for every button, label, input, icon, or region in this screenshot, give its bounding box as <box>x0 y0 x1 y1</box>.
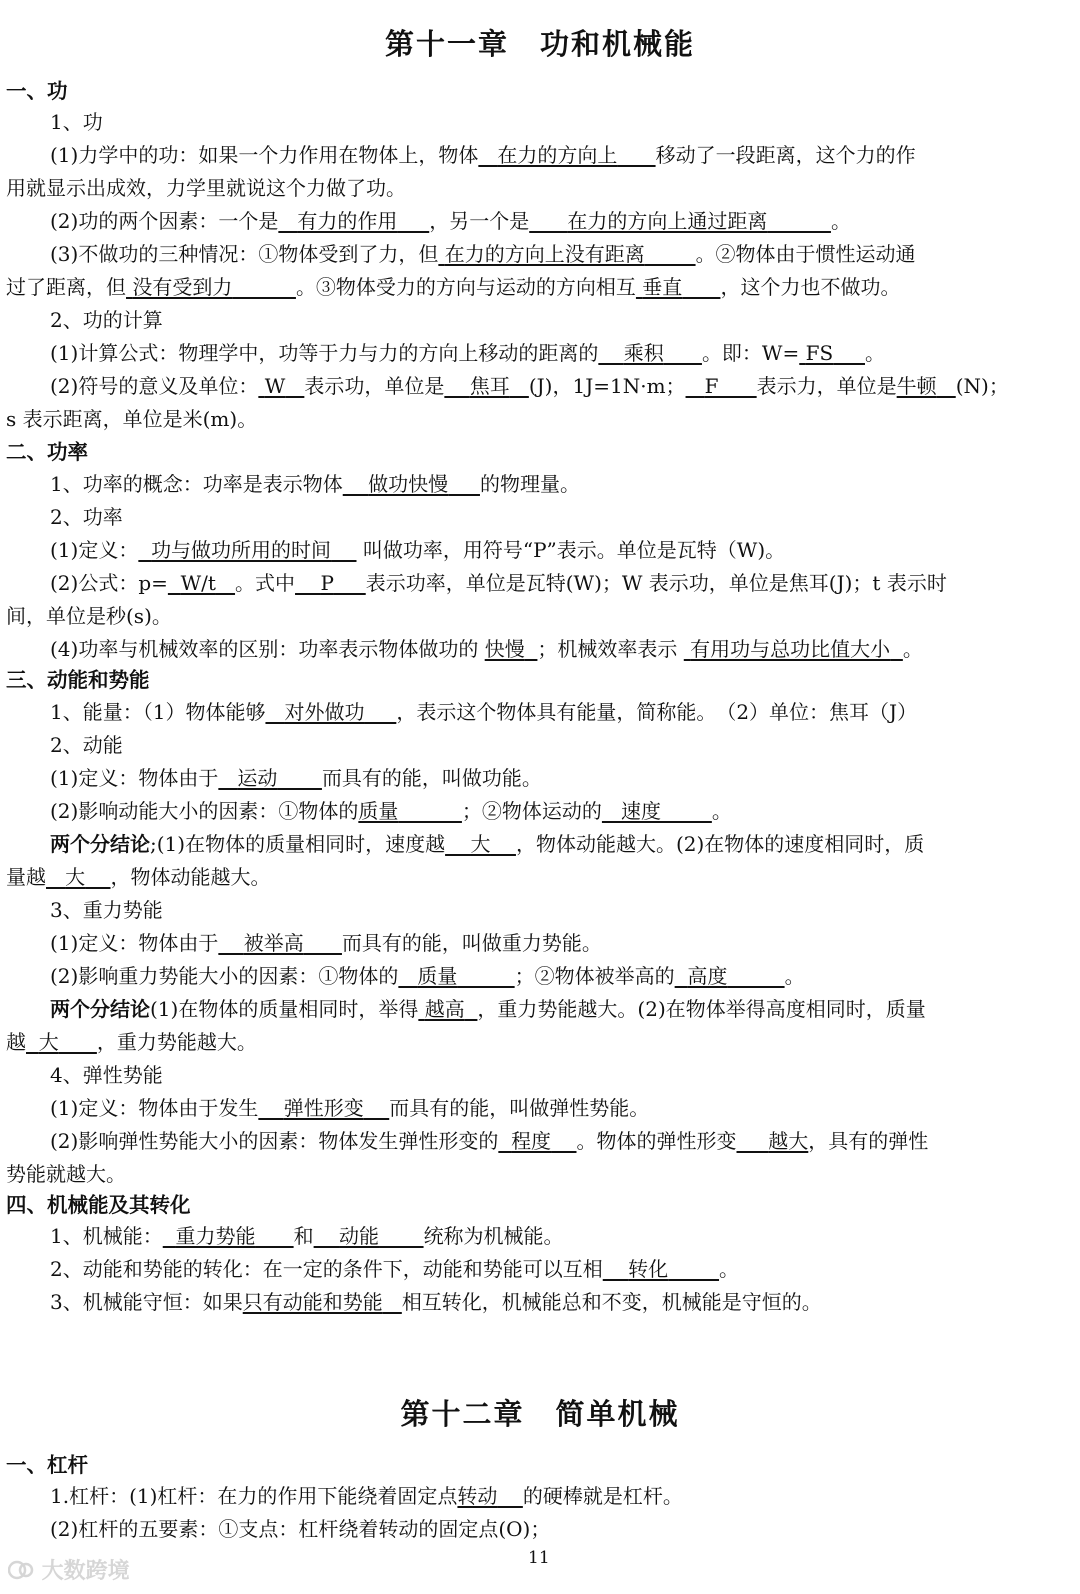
section-power-heading: 二、功率 <box>6 440 88 464</box>
subsection-work-calc: 2、功的计算 <box>50 308 163 332</box>
line-work-definition-cont: 用就显示出成效，力学里就说这个力做了功。 <box>6 176 406 200</box>
line-no-work-cases: (3)不做功的三种情况：①物体受到了力，但 在力的方向上没有距离 。②物体由于惯性运动通 <box>50 242 916 266</box>
line-kinetic-conclusion: 两个分结论;(1)在物体的质量相同时，速度越 大 ，物体动能越大。(2)在物体的速度相同时，质 <box>50 832 925 856</box>
blank-answer: 功与做功所用的时间 <box>151 538 332 562</box>
line-power-definition: (1)定义： 功与做功所用的时间 叫做功率，用符号“P”表示。单位是瓦特（W)。 <box>50 538 786 562</box>
blank-answer: 焦耳 <box>469 374 510 398</box>
blank-answer: 有力的作用 <box>297 209 398 233</box>
line-elastic-factors: (2)影响弹性势能大小的因素：物体发生弹性形变的 程度 。物体的弹性形变 越大，具有的弹性 <box>50 1129 929 1153</box>
line-energy-conservation: 3、机械能守恒：如果只有动能和势能 相互转化，机械能总和不变，机械能是守恒的。 <box>50 1290 822 1314</box>
watermark-icon <box>8 1559 34 1581</box>
blank-answer: 高度 <box>687 964 728 988</box>
blank-answer: 被举高 <box>243 931 304 955</box>
blank-answer: 没有受到力 <box>132 275 233 299</box>
line-power-formula-cont: 间，单位是秒(s)。 <box>6 604 172 628</box>
line-energy: 1、能量：（1）物体能够 对外做功 ，表示这个物体具有能量，简称能。 （2）单位：焦耳（J） <box>50 700 918 724</box>
blank-answer: 质量 <box>358 799 399 823</box>
line-work-definition: (1)力学中的功：如果一个力作用在物体上，物体 在力的方向上 移动了一段距离，这个力的作 <box>50 143 916 167</box>
chapter-12-title: 第十二章 简单机械 <box>400 1397 680 1431</box>
blank-answer: 速度 <box>621 799 661 823</box>
page-number: 11 <box>528 1548 550 1568</box>
blank-answer: 大 <box>470 832 491 856</box>
line-elastic-factors-cont: 势能就越大。 <box>6 1162 126 1186</box>
blank-answer: 转动 <box>457 1484 498 1508</box>
line-elastic-definition: (1)定义：物体由于发生 弹性形变 而具有的能，叫做弹性势能。 <box>50 1096 650 1120</box>
subsection-gravitational: 3、重力势能 <box>50 898 163 922</box>
line-power-vs-efficiency: (4)功率与机械效率的区别：功率表示物体做功的 快慢 ；机械效率表示 有用功与总功比值大小 。 <box>50 637 923 661</box>
line-work-symbols: (2)符号的意义及单位： W 表示功，单位是 焦耳 (J)，1J=1N·m； F 表示力，单位是牛顿 (N)； <box>50 374 1009 398</box>
blank-answer: W <box>264 374 286 398</box>
line-power-formula: (2)公式：p= W/t 。式中 P 表示功率，单位是瓦特(W)；W 表示功，单位是焦耳(J)；t 表示时 <box>50 571 947 595</box>
blank-answer: 乘积 <box>623 341 664 365</box>
blank-answer: W/t <box>180 571 216 595</box>
line-work-symbols-cont: s 表示距离，单位是米(m)。 <box>6 407 258 431</box>
blank-answer: 大 <box>65 865 86 889</box>
blank-answer: 做功快慢 <box>368 472 449 496</box>
blank-answer: 质量 <box>417 964 458 988</box>
subsection-kinetic: 2、动能 <box>50 733 123 757</box>
blank-answer: 运动 <box>237 766 278 790</box>
blank-answer: 有用功与总功比值大小 <box>690 637 891 661</box>
blank-answer: 大 <box>38 1030 59 1054</box>
blank-answer: 对外做功 <box>284 700 365 724</box>
blank-answer: 越大 <box>768 1129 809 1153</box>
line-kinetic-definition: (1)定义：物体由于 运动 而具有的能，叫做功能。 <box>50 766 542 790</box>
blank-answer: 在力的方向上 <box>497 143 618 167</box>
line-kinetic-conclusion-cont: 量越 大 ，物体动能越大。 <box>6 865 271 889</box>
blank-answer: 牛顿 <box>896 374 937 398</box>
blank-answer: 转化 <box>628 1257 669 1281</box>
line-work-factors: (2)功的两个因素：一个是 有力的作用 ，另一个是 在力的方向上通过距离 。 <box>50 209 851 233</box>
section-energy-heading: 三、动能和势能 <box>6 668 150 692</box>
blank-answer: 垂直 <box>642 275 683 299</box>
blank-answer: 越高 <box>424 997 465 1021</box>
section-mechanical-heading: 四、机械能及其转化 <box>6 1193 191 1217</box>
line-gravitational-conclusion: 两个分结论(1)在物体的质量相同时，举得 越高 ，重力势能越大。(2)在物体举得高度相同时，质量 <box>50 997 926 1021</box>
blank-answer: 快慢 <box>484 637 525 661</box>
line-lever-definition: 1.杠杆：(1)杠杆：在力的作用下能绕着固定点转动 的硬棒就是杠杆。 <box>50 1484 683 1508</box>
line-power-concept: 1、功率的概念：功率是表示物体 做功快慢 的物理量。 <box>50 472 580 496</box>
line-no-work-cases-cont: 过了距离，但 没有受到力 。③物体受力的方向与运动的方向相互 垂直 ，这个力也不做功。 <box>6 275 901 299</box>
subsection-work: 1、功 <box>50 110 103 134</box>
line-gravitational-conclusion-cont: 越 大 ，重力势能越大。 <box>6 1030 257 1054</box>
subsection-elastic: 4、弹性势能 <box>50 1063 163 1087</box>
line-work-formula: (1)计算公式：物理学中，功等于力与力的方向上移动的距离的 乘积 。即：W= FS 。 <box>50 341 885 365</box>
blank-answer: F <box>704 374 719 398</box>
blank-answer: P <box>320 571 334 595</box>
line-energy-conversion: 2、动能和势能的转化：在一定的条件下，动能和势能可以互相 转化 。 <box>50 1257 740 1281</box>
watermark-logo: 大数跨境 <box>8 1554 130 1585</box>
line-kinetic-factors: (2)影响动能大小的因素：①物体的质量 ；②物体运动的 速度 。 <box>50 799 732 823</box>
chapter-11-title: 第十一章 功和机械能 <box>384 27 695 61</box>
section-lever-heading: 一、杠杆 <box>6 1453 88 1477</box>
blank-answer: 在力的方向上通过距离 <box>567 209 768 233</box>
blank-answer: 只有动能和势能 <box>242 1290 383 1314</box>
section-work-heading: 一、功 <box>6 79 68 103</box>
subsection-power: 2、功率 <box>50 505 123 529</box>
line-gravitational-factors: (2)影响重力势能大小的因素：①物体的 质量 ；②物体被举高的 高度 。 <box>50 964 805 988</box>
line-mechanical-energy: 1、机械能： 重力势能 和 动能 统称为机械能。 <box>50 1224 564 1248</box>
blank-answer: 重力势能 <box>175 1224 256 1248</box>
page-footer <box>0 1548 1080 1594</box>
blank-answer: 弹性形变 <box>283 1096 364 1120</box>
blank-answer: 动能 <box>339 1224 380 1248</box>
blank-answer: 在力的方向上没有距离 <box>444 242 645 266</box>
blank-answer: 程度 <box>511 1129 552 1153</box>
line-lever-elements: (2)杠杆的五要素：①支点：杠杆绕着转动的固定点(O)； <box>50 1517 551 1541</box>
line-gravitational-definition: (1)定义：物体由于 被举高 而具有的能，叫做重力势能。 <box>50 931 602 955</box>
blank-answer: FS <box>805 341 834 365</box>
